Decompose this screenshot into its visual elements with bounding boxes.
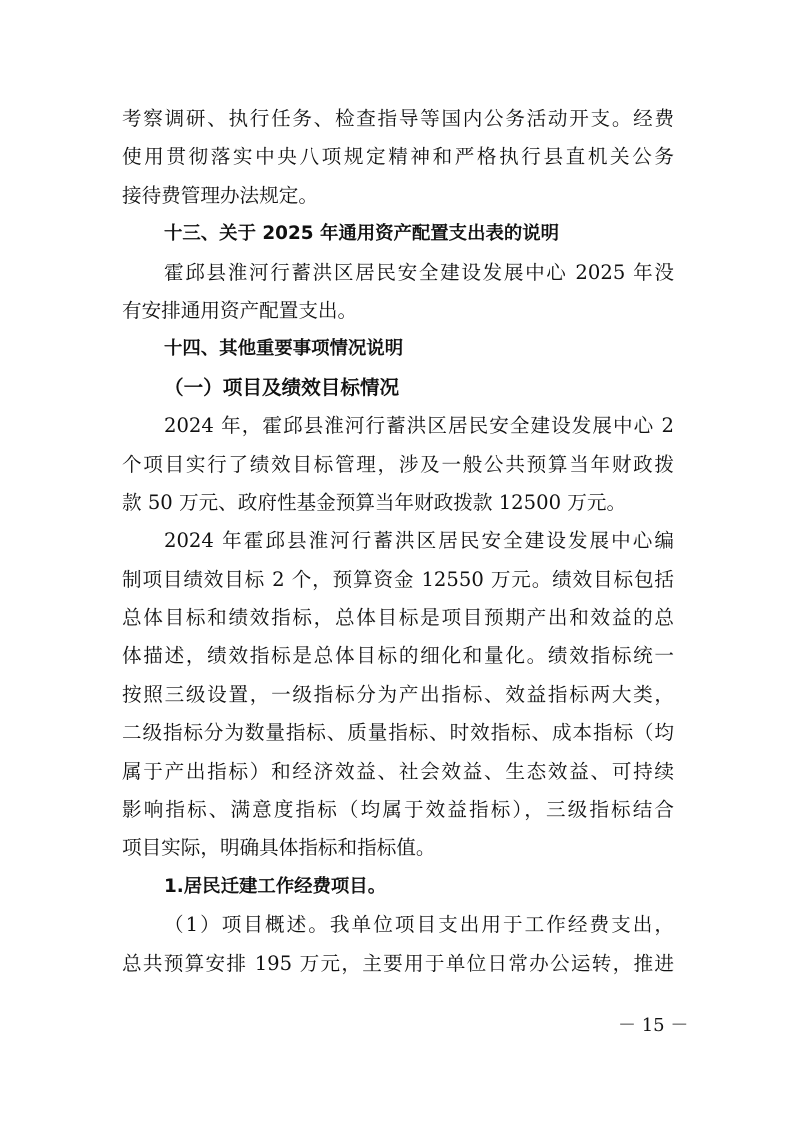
body-text-line: 制项目绩效目标 2 个，预算资金 12550 万元。绩效目标包括 <box>122 567 674 591</box>
section-heading-14: 十四、其他重要事项情况说明 <box>164 338 404 360</box>
body-text-line: 总共预算安排 195 万元，主要用于单位日常办公运转，推进 <box>122 951 674 975</box>
body-text-line: （1）项目概述。我单位项目支出用于工作经费支出， <box>164 913 674 937</box>
body-text-line: 款 50 万元、政府性基金预算当年财政拨款 12500 万元。 <box>122 490 627 514</box>
body-text-line: 总体目标和绩效指标，总体目标是项目预期产出和效益的总 <box>122 606 674 630</box>
body-text-line: 考察调研、执行任务、检查指导等国内公务活动开支。经费 <box>122 107 674 130</box>
body-text-line: 2024 年霍邱县淮河行蓄洪区居民安全建设发展中心编 <box>164 529 674 553</box>
body-text-line: 个项目实行了绩效目标管理，涉及一般公共预算当年财政拨 <box>122 452 674 476</box>
body-text-line: 按照三级设置，一级指标分为产出指标、效益指标两大类， <box>122 682 674 706</box>
body-text-line: 体描述，绩效指标是总体目标的细化和量化。绩效指标统一 <box>122 644 674 668</box>
body-text-line: 属于产出指标）和经济效益、社会效益、生态效益、可持续 <box>122 759 674 783</box>
body-text-line: 使用贯彻落实中央八项规定精神和严格执行县直机关公务 <box>122 145 674 169</box>
body-text-line: 霍邱县淮河行蓄洪区居民安全建设发展中心 2025 年没 <box>164 260 674 284</box>
section-heading-13: 十三、关于 2025 年通用资产配置支出表的说明 <box>164 223 560 245</box>
body-text-line: 2024 年，霍邱县淮河行蓄洪区居民安全建设发展中心 2 <box>164 414 674 438</box>
body-text-line: 接待费管理办法规定。 <box>122 183 318 207</box>
page-number: － 15 － <box>618 1015 689 1036</box>
body-text-line: 二级指标分为数量指标、质量指标、时效指标、成本指标（均 <box>122 721 674 745</box>
document-body <box>122 100 674 983</box>
body-text-line: 项目实际，明确具体指标和指标值。 <box>122 836 436 860</box>
project-heading-1: 1.居民迁建工作经费项目。 <box>164 875 387 897</box>
body-text-line: 影响指标、满意度指标（均属于效益指标），三级指标结合 <box>122 798 674 822</box>
body-text-line: 有安排通用资产配置支出。 <box>122 298 358 322</box>
subsection-heading-1: （一）项目及绩效目标情况 <box>164 375 400 399</box>
